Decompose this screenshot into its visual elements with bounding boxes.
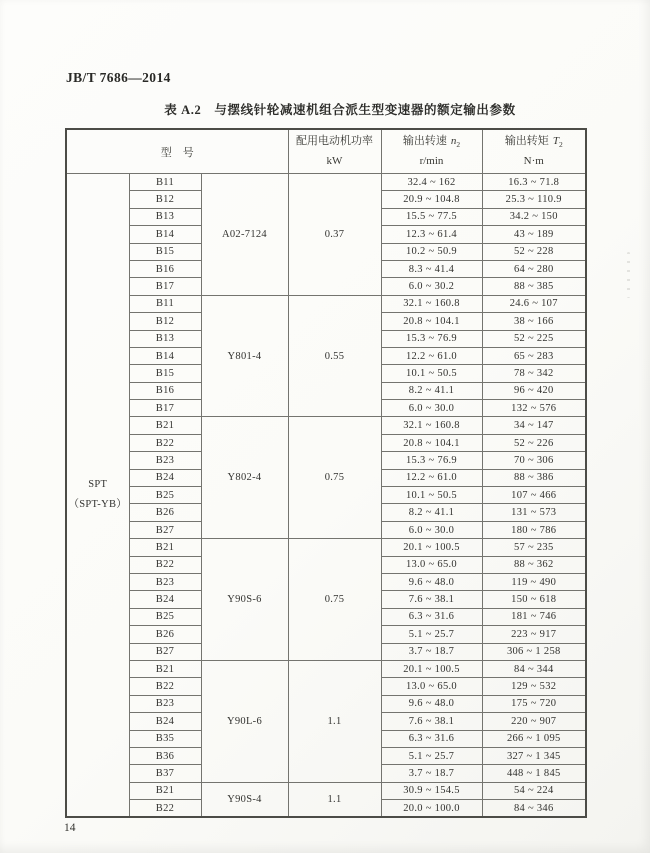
speed-cell: 12.2 ~ 61.0	[381, 469, 482, 486]
table-row	[66, 539, 586, 556]
torque-cell: 43 ~ 189	[482, 226, 586, 243]
model-cell: B24	[129, 713, 201, 730]
speed-cell: 20.9 ~ 104.8	[381, 191, 482, 208]
speed-cell: 7.6 ~ 38.1	[381, 591, 482, 608]
speed-cell: 13.0 ~ 65.0	[381, 678, 482, 695]
speed-cell: 30.9 ~ 154.5	[381, 782, 482, 799]
series-cell	[66, 174, 129, 818]
torque-cell: 175 ~ 720	[482, 695, 586, 712]
motor-cell: Y801-4	[201, 295, 288, 417]
speed-cell: 6.0 ~ 30.0	[381, 521, 482, 538]
torque-cell: 38 ~ 166	[482, 313, 586, 330]
model-cell: B22	[129, 434, 201, 451]
model-cell: B14	[129, 226, 201, 243]
model-cell: B25	[129, 487, 201, 504]
header-speed	[381, 129, 482, 174]
model-cell: B27	[129, 643, 201, 660]
speed-cell: 32.4 ~ 162	[381, 174, 482, 191]
speed-cell: 15.3 ~ 76.9	[381, 330, 482, 347]
speed-cell: 3.7 ~ 18.7	[381, 765, 482, 782]
torque-cell: 54 ~ 224	[482, 782, 586, 799]
torque-cell: 88 ~ 362	[482, 556, 586, 573]
torque-cell: 34 ~ 147	[482, 417, 586, 434]
model-cell: B16	[129, 260, 201, 277]
header-power-unit: kW	[326, 154, 343, 167]
torque-cell: 220 ~ 907	[482, 713, 586, 730]
speed-symbol: n	[450, 135, 457, 148]
motor-cell: Y802-4	[201, 417, 288, 539]
power-cell: 1.1	[288, 660, 381, 782]
model-cell: B22	[129, 800, 201, 818]
header-torque-label	[483, 132, 586, 151]
power-cell: 0.55	[288, 295, 381, 417]
speed-cell: 15.5 ~ 77.5	[381, 208, 482, 225]
torque-cell: 70 ~ 306	[482, 452, 586, 469]
header-speed-label	[382, 132, 482, 151]
torque-cell: 181 ~ 746	[482, 608, 586, 625]
header-power-label: 配用电动机功率	[296, 135, 373, 148]
speed-cell: 6.3 ~ 31.6	[381, 730, 482, 747]
torque-symbol: T	[552, 135, 559, 148]
table-row	[66, 295, 586, 312]
speed-cell: 6.0 ~ 30.0	[381, 400, 482, 417]
torque-cell: 64 ~ 280	[482, 260, 586, 277]
model-cell: B13	[129, 330, 201, 347]
torque-cell: 132 ~ 576	[482, 400, 586, 417]
torque-symbol-subscript: 2	[558, 140, 563, 150]
torque-cell: 24.6 ~ 107	[482, 295, 586, 312]
header-model-label: 型 号	[160, 146, 194, 159]
header-torque-unit: N·m	[523, 154, 544, 167]
header-row	[66, 129, 586, 174]
model-cell: B26	[129, 626, 201, 643]
torque-cell: 84 ~ 344	[482, 660, 586, 677]
torque-cell: 52 ~ 225	[482, 330, 586, 347]
torque-cell: 180 ~ 786	[482, 521, 586, 538]
speed-cell: 32.1 ~ 160.8	[381, 295, 482, 312]
model-cell: B23	[129, 695, 201, 712]
torque-cell: 78 ~ 342	[482, 365, 586, 382]
torque-cell: 57 ~ 235	[482, 539, 586, 556]
output-parameters-table	[65, 128, 587, 818]
torque-cell: 65 ~ 283	[482, 347, 586, 364]
power-cell: 0.75	[288, 539, 381, 661]
table-title: 表 A.2 与摆线针轮减速机组合派生型变速器的额定输出参数	[164, 103, 516, 117]
speed-cell: 8.2 ~ 41.1	[381, 504, 482, 521]
model-cell: B11	[129, 295, 201, 312]
torque-cell: 119 ~ 490	[482, 573, 586, 590]
speed-cell: 20.1 ~ 100.5	[381, 660, 482, 677]
torque-cell: 52 ~ 228	[482, 243, 586, 260]
torque-cell: 131 ~ 573	[482, 504, 586, 521]
torque-cell: 88 ~ 386	[482, 469, 586, 486]
header-torque-text: 输出转矩	[504, 135, 549, 148]
motor-cell: Y90S-6	[201, 539, 288, 661]
speed-cell: 12.2 ~ 61.0	[381, 347, 482, 364]
torque-cell: 84 ~ 346	[482, 800, 586, 818]
torque-cell: 107 ~ 466	[482, 487, 586, 504]
speed-symbol-subscript: 2	[456, 140, 461, 150]
motor-cell: Y90S-4	[201, 782, 288, 817]
model-cell: B37	[129, 765, 201, 782]
motor-cell: A02-7124	[201, 174, 288, 296]
speed-cell: 20.0 ~ 100.0	[381, 800, 482, 818]
table-row	[66, 782, 586, 799]
model-cell: B24	[129, 591, 201, 608]
power-cell: 1.1	[288, 782, 381, 817]
series-alt-name: （SPT-YB）	[68, 499, 128, 511]
speed-cell: 12.3 ~ 61.4	[381, 226, 482, 243]
torque-cell: 448 ~ 1 845	[482, 765, 586, 782]
model-cell: B24	[129, 469, 201, 486]
torque-cell: 266 ~ 1 095	[482, 730, 586, 747]
model-cell: B27	[129, 521, 201, 538]
speed-cell: 20.1 ~ 100.5	[381, 539, 482, 556]
speed-cell: 32.1 ~ 160.8	[381, 417, 482, 434]
header-speed-text: 输出转速	[402, 135, 447, 148]
scan-artifact	[627, 252, 630, 298]
model-cell: B12	[129, 191, 201, 208]
speed-cell: 6.0 ~ 30.2	[381, 278, 482, 295]
speed-cell: 8.2 ~ 41.1	[381, 382, 482, 399]
model-cell: B15	[129, 365, 201, 382]
speed-cell: 10.1 ~ 50.5	[381, 365, 482, 382]
torque-cell: 223 ~ 917	[482, 626, 586, 643]
model-cell: B22	[129, 678, 201, 695]
speed-cell: 8.3 ~ 41.4	[381, 260, 482, 277]
torque-cell: 306 ~ 1 258	[482, 643, 586, 660]
doc-number: JB/T 7686—2014	[66, 70, 171, 85]
table-row	[66, 660, 586, 677]
model-cell: B16	[129, 382, 201, 399]
torque-cell: 327 ~ 1 345	[482, 747, 586, 764]
model-cell: B36	[129, 747, 201, 764]
model-cell: B13	[129, 208, 201, 225]
model-cell: B21	[129, 782, 201, 799]
speed-cell: 20.8 ~ 104.1	[381, 434, 482, 451]
header-torque	[482, 129, 586, 174]
torque-cell: 96 ~ 420	[482, 382, 586, 399]
torque-cell: 25.3 ~ 110.9	[482, 191, 586, 208]
model-cell: B35	[129, 730, 201, 747]
model-cell: B12	[129, 313, 201, 330]
speed-cell: 10.2 ~ 50.9	[381, 243, 482, 260]
speed-cell: 3.7 ~ 18.7	[381, 643, 482, 660]
table-row	[66, 417, 586, 434]
model-cell: B26	[129, 504, 201, 521]
torque-cell: 16.3 ~ 71.8	[482, 174, 586, 191]
model-cell: B22	[129, 556, 201, 573]
speed-cell: 13.0 ~ 65.0	[381, 556, 482, 573]
speed-cell: 15.3 ~ 76.9	[381, 452, 482, 469]
model-cell: B14	[129, 347, 201, 364]
table-row	[66, 174, 586, 191]
model-cell: B17	[129, 278, 201, 295]
speed-cell: 10.1 ~ 50.5	[381, 487, 482, 504]
torque-cell: 88 ~ 385	[482, 278, 586, 295]
speed-cell: 9.6 ~ 48.0	[381, 695, 482, 712]
series-name: SPT	[88, 479, 108, 491]
torque-cell: 52 ~ 226	[482, 434, 586, 451]
torque-cell: 129 ~ 532	[482, 678, 586, 695]
power-cell: 0.75	[288, 417, 381, 539]
model-cell: B15	[129, 243, 201, 260]
model-cell: B23	[129, 452, 201, 469]
torque-cell: 34.2 ~ 150	[482, 208, 586, 225]
speed-cell: 5.1 ~ 25.7	[381, 747, 482, 764]
page-number: 14	[64, 822, 76, 834]
model-cell: B23	[129, 573, 201, 590]
power-cell: 0.37	[288, 174, 381, 296]
model-cell: B17	[129, 400, 201, 417]
table-body	[66, 174, 586, 818]
torque-cell: 150 ~ 618	[482, 591, 586, 608]
speed-cell: 20.8 ~ 104.1	[381, 313, 482, 330]
table-header	[66, 129, 586, 174]
model-cell: B21	[129, 539, 201, 556]
model-cell: B11	[129, 174, 201, 191]
model-cell: B21	[129, 660, 201, 677]
header-speed-unit: r/min	[419, 154, 444, 167]
model-cell: B25	[129, 608, 201, 625]
speed-cell: 5.1 ~ 25.7	[381, 626, 482, 643]
motor-cell: Y90L-6	[201, 660, 288, 782]
speed-cell: 6.3 ~ 31.6	[381, 608, 482, 625]
speed-cell: 7.6 ~ 38.1	[381, 713, 482, 730]
header-model	[66, 129, 288, 174]
header-power	[288, 129, 381, 174]
model-cell: B21	[129, 417, 201, 434]
speed-cell: 9.6 ~ 48.0	[381, 573, 482, 590]
